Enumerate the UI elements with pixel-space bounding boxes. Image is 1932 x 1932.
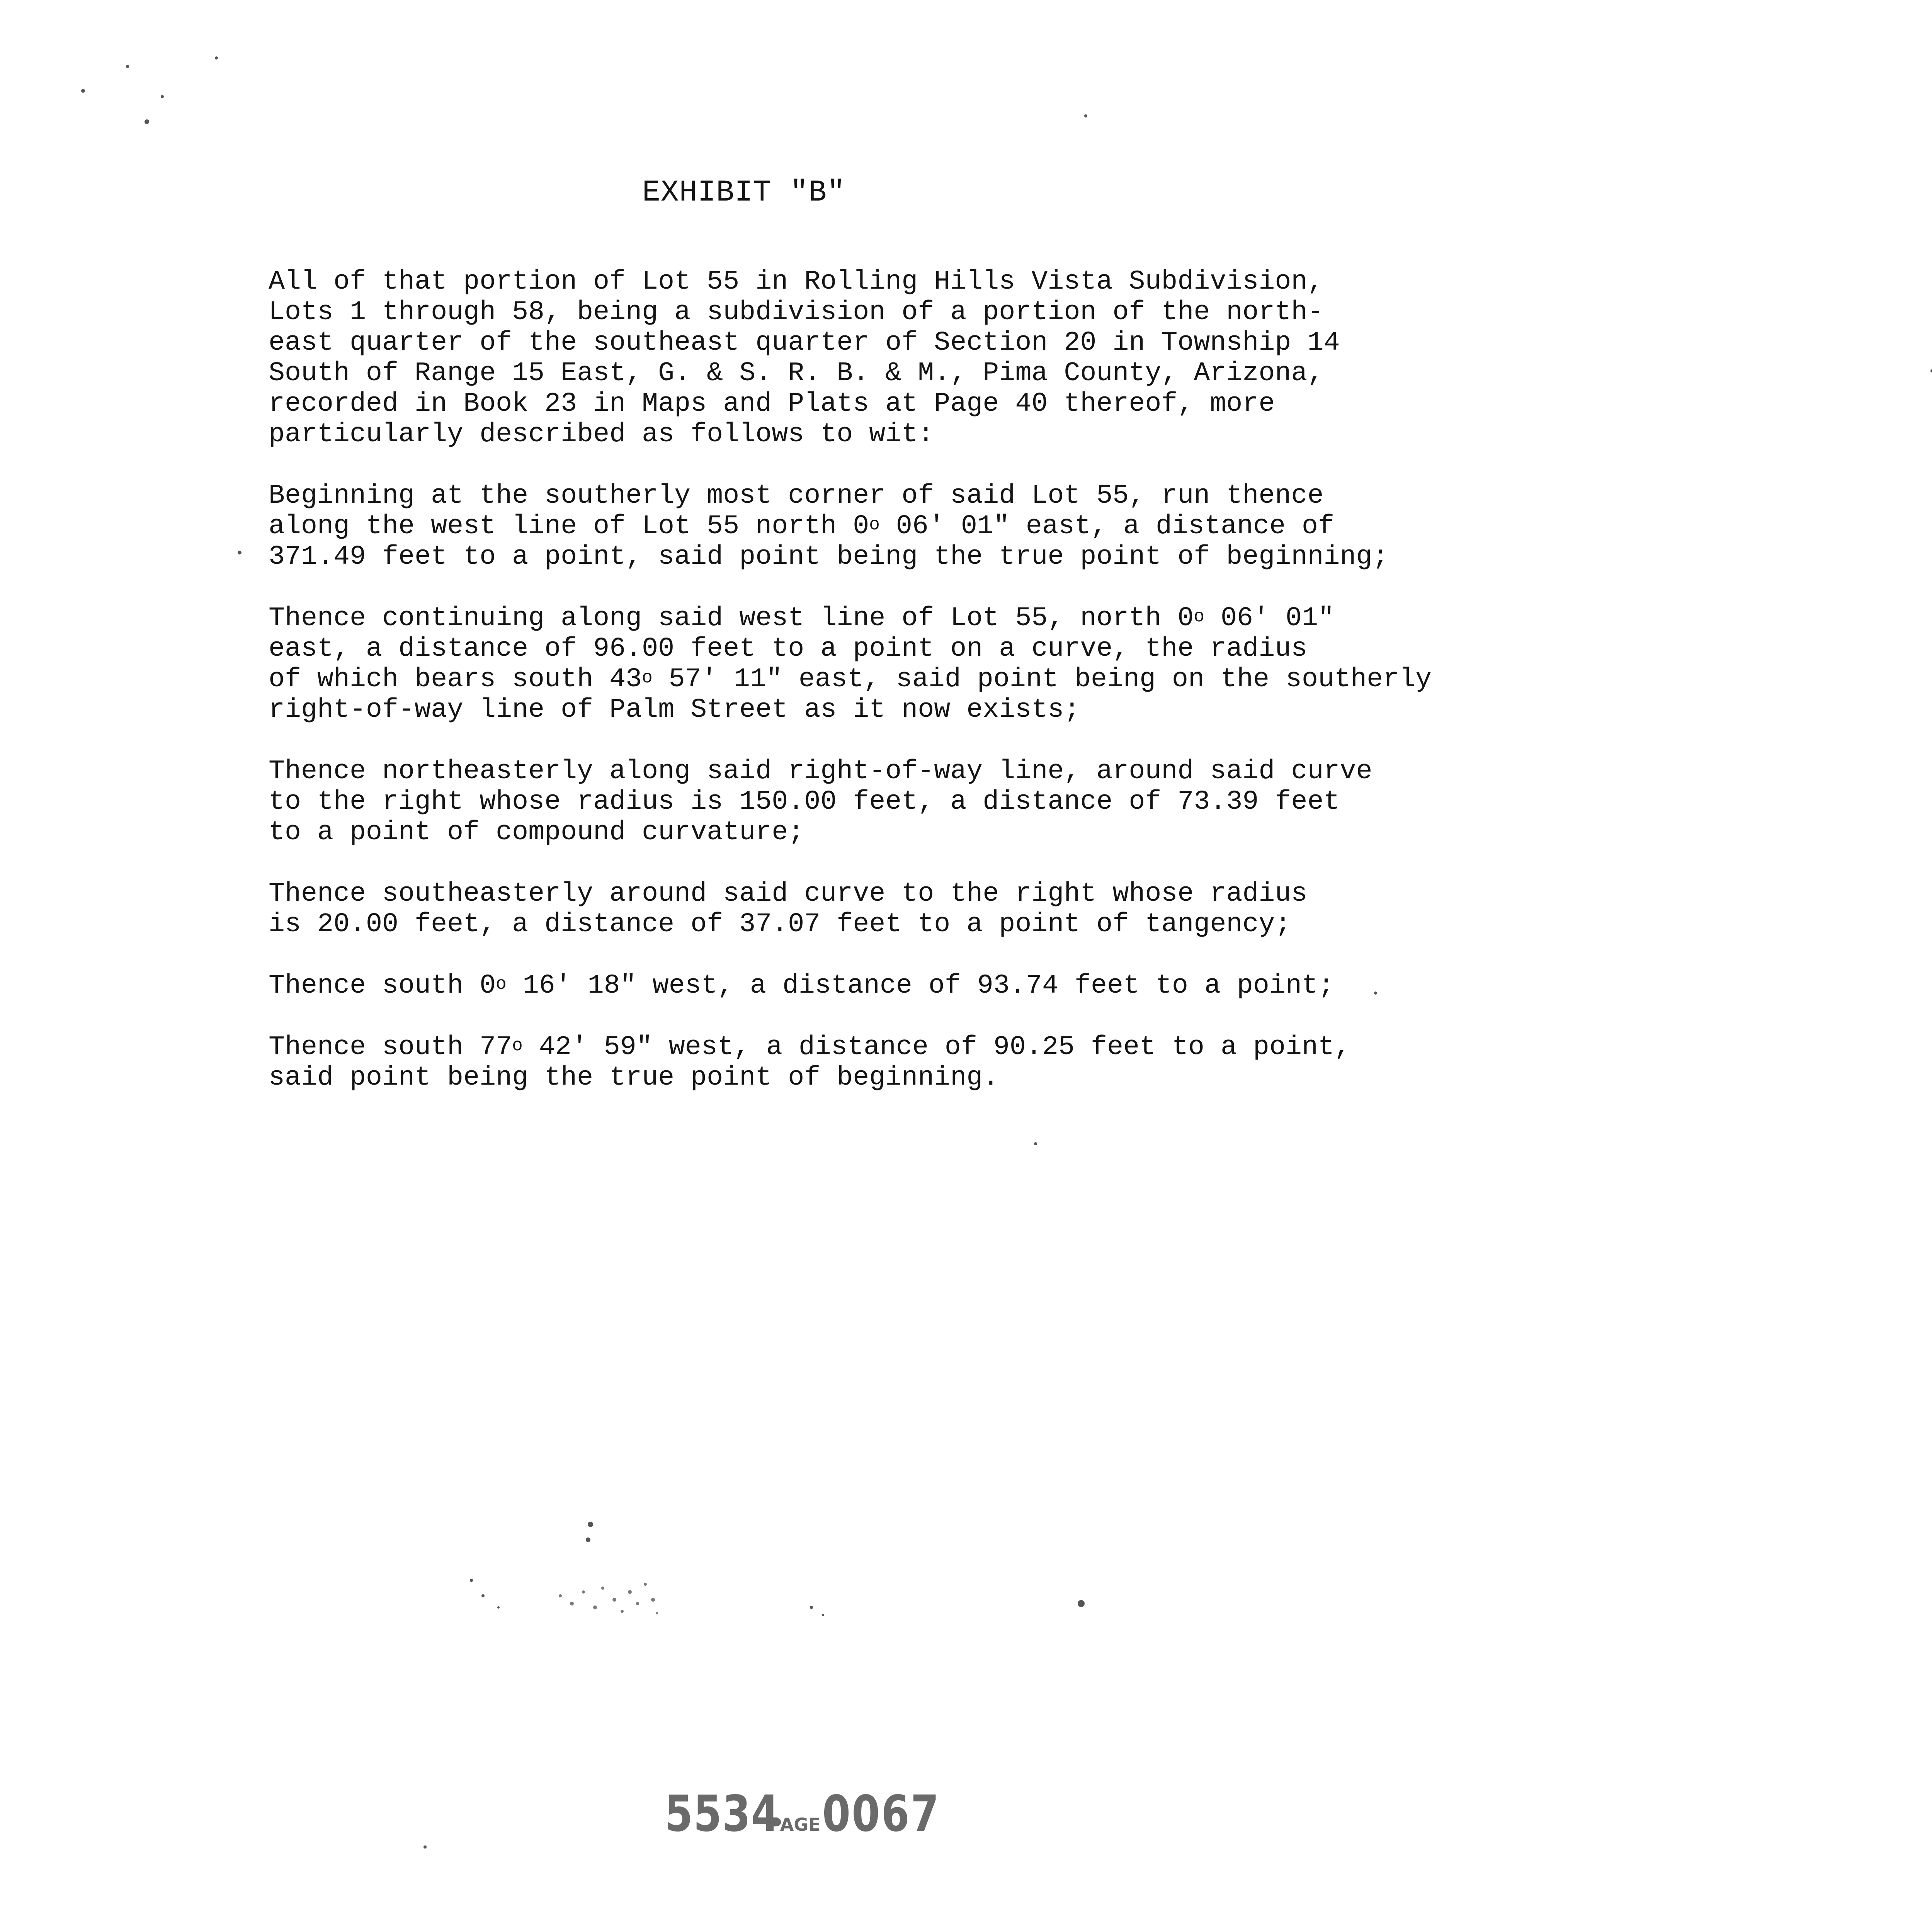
text-line: All of that portion of Lot 55 in Rolling Hills Vista Subdivision, (269, 267, 1324, 297)
stamp-book-number: 5534 (665, 1785, 780, 1843)
text-line: to a point of compound curvature; (269, 817, 804, 848)
degree-superscript: o (496, 974, 507, 994)
text-line: right-of-way line of Palm Street as it now exists; (269, 695, 1080, 725)
text-line: Thence south 0$^o$ 16' 18" west, a distance of 93.74 feet to a point; (269, 971, 1335, 1001)
text-line: Lots 1 through 58, being a subdivision of a portion of the north- (269, 297, 1324, 328)
text-line: of which bears south 43$^o$ 57' 11" east, said point being on the southerly (269, 664, 1432, 695)
text-line: Thence northeasterly along said right-of-way line, around said curve (269, 756, 1372, 787)
text-line: Thence south 77$^o$ 42' 59" west, a distance of 90.25 feet to a point, (269, 1032, 1351, 1063)
text-line: particularly described as follows to wit: (269, 419, 934, 450)
text-line: is 20.00 feet, a distance of 37.07 feet to a point of tangency; (269, 909, 1291, 940)
degree-superscript: o (869, 515, 880, 535)
text-line: east quarter of the southeast quarter of Section 20 in Township 14 (269, 328, 1340, 358)
text-line: east, a distance of 96.00 feet to a point on a curve, the radius (269, 634, 1308, 664)
text-line: Thence continuing along said west line of Lot 55, north 0$^o$ 06' 01" (269, 603, 1335, 634)
text-line: recorded in Book 23 in Maps and Plats at Page 40 thereof, more (269, 389, 1275, 419)
text-line: along the west line of Lot 55 north 0$^o$ 06' 01" east, a distance of (269, 511, 1335, 542)
degree-superscript: o (512, 1036, 523, 1056)
degree-superscript: o (642, 668, 653, 688)
text-line: 371.49 feet to a point, said point being the true point of beginning; (269, 542, 1389, 572)
stamp-page-label: PAGE (769, 1814, 821, 1835)
degree-superscript: o (1194, 607, 1204, 627)
text-line: South of Range 15 East, G. & S. R. B. & M., Pima County, Arizona, (269, 358, 1324, 389)
text-line: Beginning at the southerly most corner of said Lot 55, run thence (269, 481, 1324, 511)
exhibit-title: EXHIBIT "B" (642, 176, 845, 210)
text-line: to the right whose radius is 150.00 feet, a distance of 73.39 feet (269, 787, 1340, 817)
text-line: Thence southeasterly around said curve to the right whose radius (269, 879, 1308, 909)
text-line: said point being the true point of beginning. (269, 1063, 999, 1093)
stamp-page-number: 0067 (822, 1785, 940, 1843)
